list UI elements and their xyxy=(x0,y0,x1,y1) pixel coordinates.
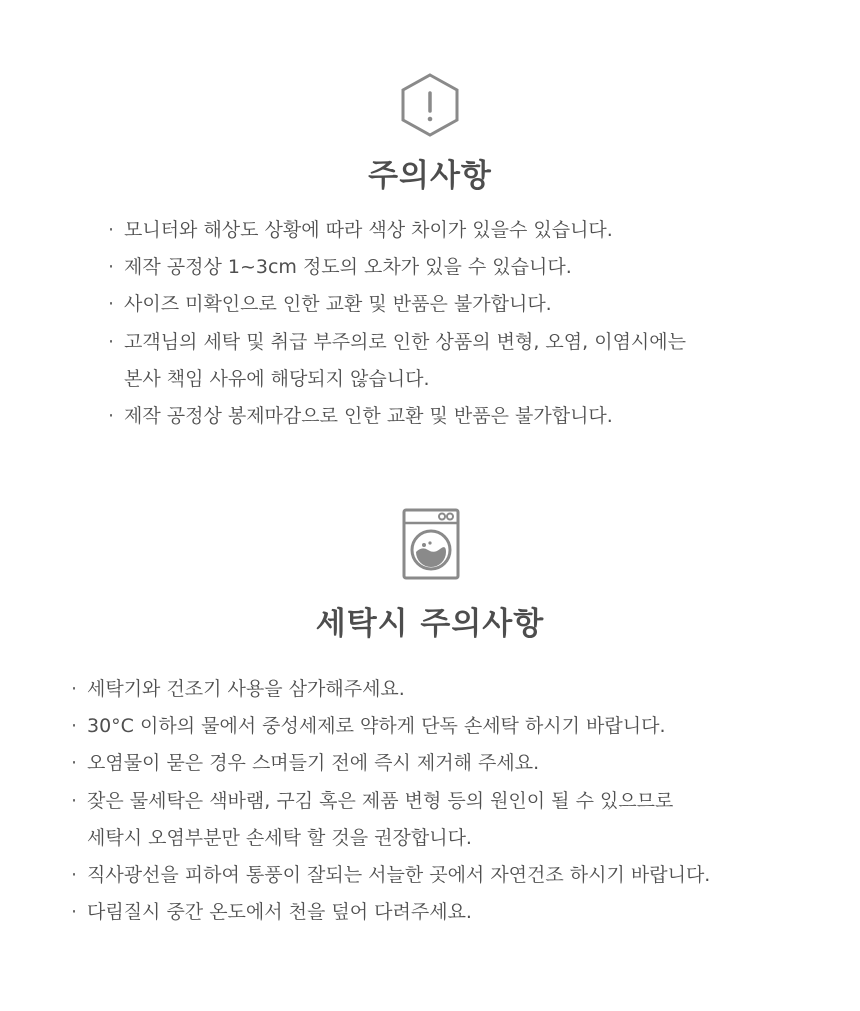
caution-item-text: · 모니터와 해상도 상황에 따라 색상 차이가 있을수 있습니다. xyxy=(124,219,613,241)
caution-item-text: · 사이즈 미확인으로 인한 교환 및 반품은 불가합니다. xyxy=(124,293,552,316)
washing-title: 세탁시 주의사항 xyxy=(315,606,545,642)
caution-item-text: · 고객님의 세탁 및 취급 부주의로 인한 상품의 변형, 오염, 이염시에는 xyxy=(124,330,686,353)
washing-machine-icon xyxy=(402,508,460,580)
caution-item-text: 본사 책임 사유에 해당되지 않습니다. xyxy=(124,367,430,390)
washing-list-item xyxy=(71,894,710,931)
caution-list-item xyxy=(108,212,686,249)
washing-item-text: · 세탁기와 건조기 사용을 삼가해주세요. xyxy=(87,678,405,700)
washing-item-text: · 다림질시 중간 온도에서 천을 덮어 다려주세요. xyxy=(87,901,472,924)
washing-item-text: 세탁시 오염부분만 손세탁 할 것을 권장합니다. xyxy=(87,826,472,849)
caution-title: 주의사항 xyxy=(368,158,492,194)
exclamation-hexagon-icon xyxy=(400,73,460,137)
washing-item-text: · 오염물이 묻은 경우 스며들기 전에 즉시 제거해 주세요. xyxy=(87,752,540,775)
caution-item-text: · 제작 공정상 1~3cm 정도의 오차가 있을 수 있습니다. xyxy=(124,256,572,279)
washing-list-item xyxy=(71,857,710,894)
caution-list-item xyxy=(108,249,686,286)
caution-list-item xyxy=(108,286,686,323)
washing-list-item xyxy=(71,745,710,782)
washing-item-text: · 잦은 물세탁은 색바램, 구김 혹은 제품 변형 등의 원인이 될 수 있으므로 xyxy=(87,789,674,812)
washing-list xyxy=(71,671,710,931)
washing-item-text: · 직사광선을 피하여 통풍이 잘되는 서늘한 곳에서 자연건조 하시기 바랍니다. xyxy=(87,864,711,887)
caution-list-item xyxy=(108,398,686,435)
caution-list xyxy=(108,212,686,435)
washing-item-text: · 30°C 이하의 물에서 중성세제로 약하게 단독 손세탁 하시기 바랍니다. xyxy=(87,715,666,738)
washing-list-item xyxy=(71,783,710,857)
washing-list-item xyxy=(71,708,710,745)
caution-list-item xyxy=(108,324,686,398)
caution-item-text: · 제작 공정상 봉제마감으로 인한 교환 및 반품은 불가합니다. xyxy=(124,405,613,428)
washing-list-item xyxy=(71,671,710,708)
